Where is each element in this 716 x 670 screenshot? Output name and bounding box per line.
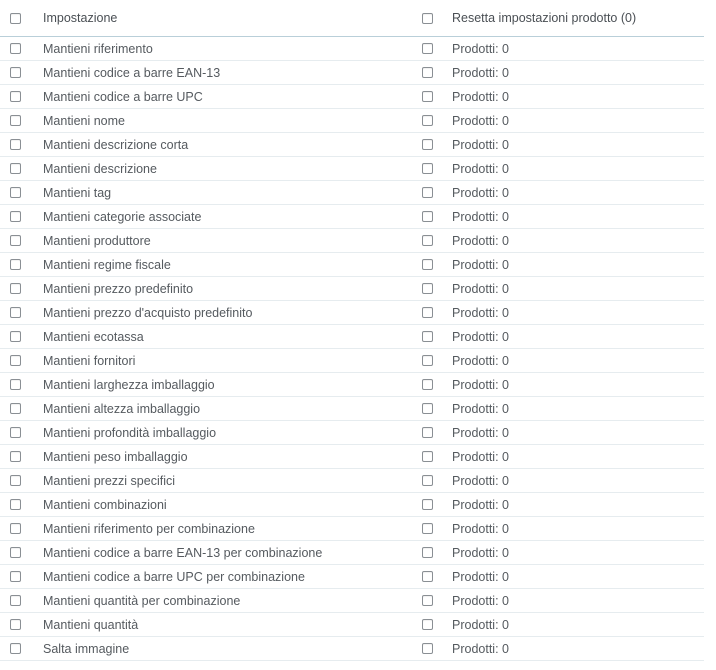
reset-checkbox[interactable]: [422, 427, 433, 438]
reset-checkbox[interactable]: [422, 595, 433, 606]
reset-checkbox-cell: [417, 355, 437, 366]
reset-checkbox-cell: [417, 115, 437, 126]
table-row: [0, 157, 704, 181]
table-row: [0, 181, 704, 205]
setting-checkbox-cell: [0, 91, 30, 102]
table-row: [0, 493, 704, 517]
reset-checkbox[interactable]: [422, 547, 433, 558]
header-setting-label: Impostazione: [43, 11, 118, 25]
table-row: [0, 229, 704, 253]
setting-label: Mantieni codice a barre EAN-13: [43, 65, 221, 80]
setting-checkbox-cell: [0, 115, 30, 126]
setting-checkbox-cell: [0, 163, 30, 174]
setting-checkbox[interactable]: [10, 115, 21, 126]
product-count: Prodotti: 0: [452, 617, 509, 632]
table-row: [0, 85, 704, 109]
setting-checkbox[interactable]: [10, 355, 21, 366]
reset-checkbox-cell: [417, 283, 437, 294]
reset-checkbox[interactable]: [422, 283, 433, 294]
setting-label: Mantieni descrizione corta: [43, 137, 189, 152]
reset-checkbox[interactable]: [422, 235, 433, 246]
table-row: [0, 349, 704, 373]
reset-checkbox-cell: [417, 235, 437, 246]
product-count: Prodotti: 0: [452, 209, 509, 224]
reset-checkbox[interactable]: [422, 619, 433, 630]
setting-checkbox-cell: [0, 283, 30, 294]
table-row: [0, 637, 704, 661]
table-row: [0, 133, 704, 157]
setting-label: Salta immagine: [43, 641, 130, 656]
reset-checkbox-cell: [417, 619, 437, 630]
reset-checkbox-cell: [417, 427, 437, 438]
reset-checkbox[interactable]: [422, 43, 433, 54]
setting-checkbox-cell: [0, 547, 30, 558]
setting-checkbox-cell: [0, 211, 30, 222]
setting-label: Mantieni quantità: [43, 617, 139, 632]
product-count: Prodotti: 0: [452, 137, 509, 152]
setting-checkbox-cell: [0, 235, 30, 246]
product-count: Prodotti: 0: [452, 65, 509, 80]
header-reset-label: Resetta impostazioni prodotto (0): [452, 11, 637, 25]
reset-checkbox[interactable]: [422, 403, 433, 414]
product-count: Prodotti: 0: [452, 185, 509, 200]
reset-checkbox[interactable]: [422, 475, 433, 486]
reset-checkbox-cell: [417, 91, 437, 102]
setting-checkbox[interactable]: [10, 235, 21, 246]
setting-label: Mantieni peso imballaggio: [43, 449, 188, 464]
select-all-settings-checkbox[interactable]: [10, 13, 21, 24]
product-count: Prodotti: 0: [452, 401, 509, 416]
setting-label: Mantieni quantità per combinazione: [43, 593, 241, 608]
table-row: [0, 541, 704, 565]
setting-checkbox[interactable]: [10, 331, 21, 342]
reset-checkbox[interactable]: [422, 499, 433, 510]
reset-checkbox[interactable]: [422, 187, 433, 198]
setting-checkbox-cell: [0, 523, 30, 534]
table-row: [0, 37, 704, 61]
setting-checkbox[interactable]: [10, 211, 21, 222]
reset-checkbox[interactable]: [422, 163, 433, 174]
header-select-all-cell: [0, 13, 30, 24]
setting-checkbox-cell: [0, 379, 30, 390]
setting-checkbox[interactable]: [10, 139, 21, 150]
product-count: Prodotti: 0: [452, 521, 509, 536]
table-header: [0, 0, 704, 37]
product-count: Prodotti: 0: [452, 329, 509, 344]
table-row: [0, 589, 704, 613]
setting-checkbox-cell: [0, 643, 30, 654]
reset-checkbox[interactable]: [422, 307, 433, 318]
setting-checkbox[interactable]: [10, 451, 21, 462]
setting-checkbox[interactable]: [10, 91, 21, 102]
setting-label: Mantieni tag: [43, 185, 112, 200]
table-row: [0, 325, 704, 349]
setting-label: Mantieni prezzo d'acquisto predefinito: [43, 305, 253, 320]
setting-checkbox[interactable]: [10, 499, 21, 510]
reset-checkbox[interactable]: [422, 115, 433, 126]
table-row: [0, 517, 704, 541]
reset-checkbox[interactable]: [422, 523, 433, 534]
setting-checkbox-cell: [0, 307, 30, 318]
setting-checkbox[interactable]: [10, 595, 21, 606]
setting-checkbox-cell: [0, 595, 30, 606]
setting-label: Mantieni prezzi specifici: [43, 473, 175, 488]
setting-checkbox-cell: [0, 427, 30, 438]
product-count: Prodotti: 0: [452, 281, 509, 296]
setting-checkbox[interactable]: [10, 475, 21, 486]
setting-checkbox[interactable]: [10, 547, 21, 558]
product-count: Prodotti: 0: [452, 377, 509, 392]
table-row: [0, 565, 704, 589]
table-row: [0, 301, 704, 325]
product-count: Prodotti: 0: [452, 569, 509, 584]
reset-checkbox[interactable]: [422, 67, 433, 78]
setting-checkbox-cell: [0, 571, 30, 582]
table-row: [0, 109, 704, 133]
setting-checkbox-cell: [0, 619, 30, 630]
product-count: Prodotti: 0: [452, 257, 509, 272]
setting-checkbox[interactable]: [10, 43, 21, 54]
reset-checkbox-cell: [417, 211, 437, 222]
reset-checkbox-cell: [417, 163, 437, 174]
reset-checkbox[interactable]: [422, 379, 433, 390]
reset-checkbox[interactable]: [422, 91, 433, 102]
setting-checkbox-cell: [0, 355, 30, 366]
reset-checkbox[interactable]: [422, 571, 433, 582]
setting-label: Mantieni fornitori: [43, 353, 136, 368]
reset-checkbox-cell: [417, 595, 437, 606]
product-count: Prodotti: 0: [452, 113, 509, 128]
setting-checkbox-cell: [0, 403, 30, 414]
reset-checkbox-cell: [417, 475, 437, 486]
product-count: Prodotti: 0: [452, 545, 509, 560]
product-count: Prodotti: 0: [452, 305, 509, 320]
reset-checkbox[interactable]: [422, 211, 433, 222]
setting-checkbox[interactable]: [10, 403, 21, 414]
product-count: Prodotti: 0: [452, 473, 509, 488]
product-count: Prodotti: 0: [452, 497, 509, 512]
reset-checkbox-cell: [417, 499, 437, 510]
setting-checkbox[interactable]: [10, 427, 21, 438]
setting-checkbox-cell: [0, 331, 30, 342]
reset-checkbox[interactable]: [422, 643, 433, 654]
reset-checkbox-cell: [417, 403, 437, 414]
setting-checkbox[interactable]: [10, 379, 21, 390]
reset-checkbox-cell: [417, 67, 437, 78]
setting-label: Mantieni altezza imballaggio: [43, 401, 201, 416]
product-count: Prodotti: 0: [452, 449, 509, 464]
reset-checkbox-cell: [417, 307, 437, 318]
setting-checkbox-cell: [0, 499, 30, 510]
setting-label: Mantieni codice a barre EAN-13 per combinazione: [43, 545, 323, 560]
reset-checkbox-cell: [417, 523, 437, 534]
reset-checkbox-cell: [417, 259, 437, 270]
product-count: Prodotti: 0: [452, 353, 509, 368]
product-count: Prodotti: 0: [452, 161, 509, 176]
setting-label: Mantieni regime fiscale: [43, 257, 171, 272]
reset-checkbox-cell: [417, 187, 437, 198]
setting-label: Mantieni codice a barre UPC: [43, 89, 203, 104]
setting-checkbox-cell: [0, 67, 30, 78]
setting-label: Mantieni riferimento per combinazione: [43, 521, 255, 536]
setting-label: Mantieni riferimento: [43, 41, 153, 56]
header-reset-all-cell: [417, 13, 437, 24]
reset-checkbox-cell: [417, 643, 437, 654]
table-row: [0, 397, 704, 421]
setting-label: Mantieni profondità imballaggio: [43, 425, 217, 440]
product-count: Prodotti: 0: [452, 41, 509, 56]
table-row: [0, 277, 704, 301]
product-count: Prodotti: 0: [452, 425, 509, 440]
reset-checkbox-cell: [417, 139, 437, 150]
setting-label: Mantieni prezzo predefinito: [43, 281, 194, 296]
setting-checkbox[interactable]: [10, 259, 21, 270]
setting-checkbox[interactable]: [10, 523, 21, 534]
product-count: Prodotti: 0: [452, 641, 509, 656]
setting-label: Mantieni nome: [43, 113, 125, 128]
setting-checkbox-cell: [0, 187, 30, 198]
setting-checkbox-cell: [0, 43, 30, 54]
table-body: [0, 37, 704, 661]
reset-checkbox[interactable]: [422, 139, 433, 150]
setting-label: Mantieni larghezza imballaggio: [43, 377, 215, 392]
setting-checkbox-cell: [0, 475, 30, 486]
setting-label: Mantieni combinazioni: [43, 497, 167, 512]
table-row: [0, 205, 704, 229]
table-row: [0, 445, 704, 469]
setting-label: Mantieni produttore: [43, 233, 151, 248]
setting-checkbox-cell: [0, 259, 30, 270]
setting-checkbox[interactable]: [10, 571, 21, 582]
table-row: [0, 613, 704, 637]
reset-checkbox-cell: [417, 331, 437, 342]
setting-label: Mantieni categorie associate: [43, 209, 202, 224]
product-count: Prodotti: 0: [452, 233, 509, 248]
table-row: [0, 253, 704, 277]
setting-checkbox[interactable]: [10, 643, 21, 654]
table-row: [0, 421, 704, 445]
setting-checkbox[interactable]: [10, 163, 21, 174]
select-all-reset-checkbox[interactable]: [422, 13, 433, 24]
table-row: [0, 61, 704, 85]
setting-checkbox-cell: [0, 139, 30, 150]
reset-checkbox-cell: [417, 547, 437, 558]
reset-checkbox-cell: [417, 451, 437, 462]
reset-checkbox[interactable]: [422, 451, 433, 462]
setting-checkbox[interactable]: [10, 187, 21, 198]
reset-checkbox-cell: [417, 379, 437, 390]
setting-label: Mantieni descrizione: [43, 161, 157, 176]
reset-checkbox[interactable]: [422, 355, 433, 366]
product-count: Prodotti: 0: [452, 593, 509, 608]
setting-checkbox-cell: [0, 451, 30, 462]
setting-label: Mantieni codice a barre UPC per combinazione: [43, 569, 305, 584]
setting-checkbox[interactable]: [10, 307, 21, 318]
table-row: [0, 373, 704, 397]
reset-checkbox-cell: [417, 43, 437, 54]
reset-checkbox[interactable]: [422, 259, 433, 270]
reset-checkbox-cell: [417, 571, 437, 582]
setting-checkbox[interactable]: [10, 67, 21, 78]
setting-checkbox[interactable]: [10, 283, 21, 294]
setting-label: Mantieni ecotassa: [43, 329, 144, 344]
product-count: Prodotti: 0: [452, 89, 509, 104]
table-row: [0, 469, 704, 493]
reset-checkbox[interactable]: [422, 331, 433, 342]
setting-checkbox[interactable]: [10, 619, 21, 630]
